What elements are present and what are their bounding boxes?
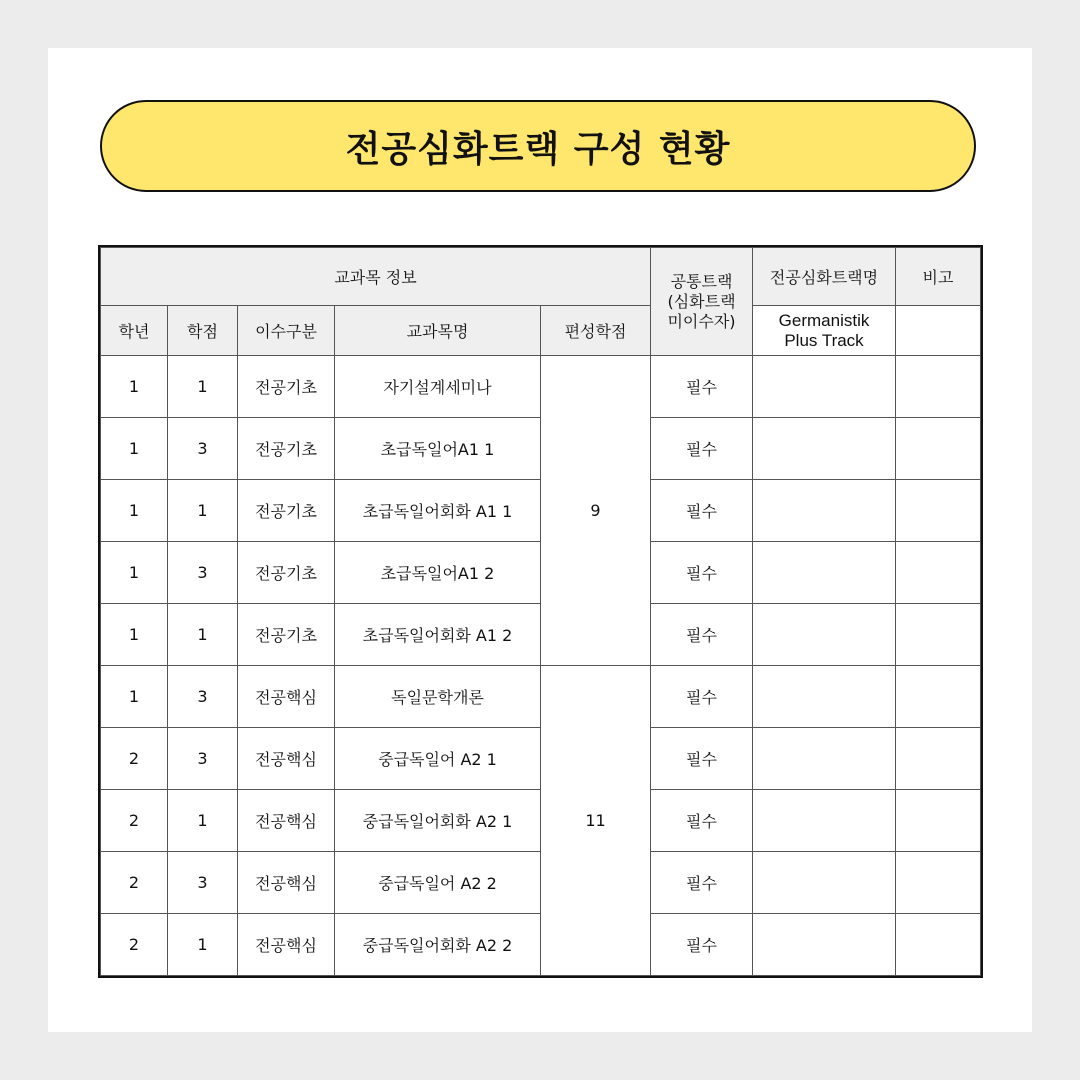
cell-year: 1 [101, 604, 168, 666]
header-track-value [753, 306, 896, 356]
cell-course-name: 중급독일어회화 A2 1 [335, 790, 541, 852]
cell-credits: 1 [168, 790, 238, 852]
table-body [101, 356, 981, 976]
header-track-name: 전공심화트랙명 [753, 248, 896, 306]
header-credits: 학점 [168, 306, 238, 356]
cell-remarks [896, 728, 981, 790]
curriculum-table [100, 247, 981, 976]
title-banner [100, 100, 976, 192]
cell-common-track: 필수 [651, 728, 753, 790]
cell-common-track: 필수 [651, 418, 753, 480]
cell-year: 2 [101, 790, 168, 852]
header-common-track-label: 공통트랙 (심화트랙 미이수자) [667, 271, 736, 331]
cell-year: 2 [101, 728, 168, 790]
cell-category: 전공기초 [238, 480, 335, 542]
cell-remarks [896, 790, 981, 852]
cell-course-name: 중급독일어회화 A2 2 [335, 914, 541, 976]
cell-course-name: 자기설계세미나 [335, 356, 541, 418]
cell-course-name: 독일문학개론 [335, 666, 541, 728]
cell-year: 1 [101, 666, 168, 728]
cell-common-track: 필수 [651, 356, 753, 418]
cell-year: 2 [101, 914, 168, 976]
cell-year: 1 [101, 480, 168, 542]
page-title: 전공심화트랙 구성 현황 [345, 128, 731, 170]
cell-remarks [896, 480, 981, 542]
cell-track [753, 914, 896, 976]
cell-remarks [896, 356, 981, 418]
cell-common-track: 필수 [651, 480, 753, 542]
cell-category: 전공핵심 [238, 790, 335, 852]
cell-course-name: 초급독일어회화 A1 1 [335, 480, 541, 542]
cell-common-track: 필수 [651, 666, 753, 728]
cell-common-track: 필수 [651, 852, 753, 914]
cell-credits: 1 [168, 914, 238, 976]
cell-track [753, 480, 896, 542]
cell-category: 전공핵심 [238, 914, 335, 976]
header-category: 이수구분 [238, 306, 335, 356]
cell-credits: 3 [168, 418, 238, 480]
cell-course-name: 중급독일어 A2 2 [335, 852, 541, 914]
cell-course-name: 초급독일어회화 A1 2 [335, 604, 541, 666]
cell-assigned-credits: 11 [541, 666, 651, 976]
cell-credits: 3 [168, 852, 238, 914]
cell-track [753, 852, 896, 914]
cell-category: 전공핵심 [238, 666, 335, 728]
cell-track [753, 790, 896, 852]
cell-remarks [896, 914, 981, 976]
header-remarks-blank [896, 306, 981, 356]
cell-common-track: 필수 [651, 542, 753, 604]
cell-credits: 3 [168, 728, 238, 790]
cell-common-track: 필수 [651, 790, 753, 852]
cell-course-name: 중급독일어 A2 1 [335, 728, 541, 790]
cell-assigned-credits: 9 [541, 356, 651, 666]
cell-track [753, 666, 896, 728]
header-remarks: 비고 [896, 248, 981, 306]
cell-category: 전공기초 [238, 356, 335, 418]
cell-track [753, 728, 896, 790]
cell-credits: 1 [168, 480, 238, 542]
header-assigned-credits: 편성학점 [541, 306, 651, 356]
cell-credits: 1 [168, 356, 238, 418]
cell-remarks [896, 604, 981, 666]
cell-remarks [896, 542, 981, 604]
cell-track [753, 418, 896, 480]
cell-credits: 3 [168, 542, 238, 604]
cell-track [753, 542, 896, 604]
table-row [101, 666, 981, 728]
cell-category: 전공핵심 [238, 728, 335, 790]
header-year: 학년 [101, 306, 168, 356]
cell-remarks [896, 418, 981, 480]
cell-year: 1 [101, 418, 168, 480]
cell-common-track: 필수 [651, 914, 753, 976]
cell-common-track: 필수 [651, 604, 753, 666]
header-course-name: 교과목명 [335, 306, 541, 356]
cell-year: 2 [101, 852, 168, 914]
cell-course-name: 초급독일어A1 1 [335, 418, 541, 480]
cell-credits: 3 [168, 666, 238, 728]
cell-remarks [896, 666, 981, 728]
table-row [101, 356, 981, 418]
track-name: Germanistik Plus Track [778, 310, 870, 350]
cell-remarks [896, 852, 981, 914]
header-common-track [651, 248, 753, 356]
cell-track [753, 356, 896, 418]
cell-year: 1 [101, 542, 168, 604]
cell-credits: 1 [168, 604, 238, 666]
cell-track [753, 604, 896, 666]
cell-category: 전공기초 [238, 542, 335, 604]
cell-year: 1 [101, 356, 168, 418]
header-course-info: 교과목 정보 [101, 248, 651, 306]
cell-category: 전공핵심 [238, 852, 335, 914]
cell-category: 전공기초 [238, 604, 335, 666]
cell-course-name: 초급독일어A1 2 [335, 542, 541, 604]
cell-category: 전공기초 [238, 418, 335, 480]
